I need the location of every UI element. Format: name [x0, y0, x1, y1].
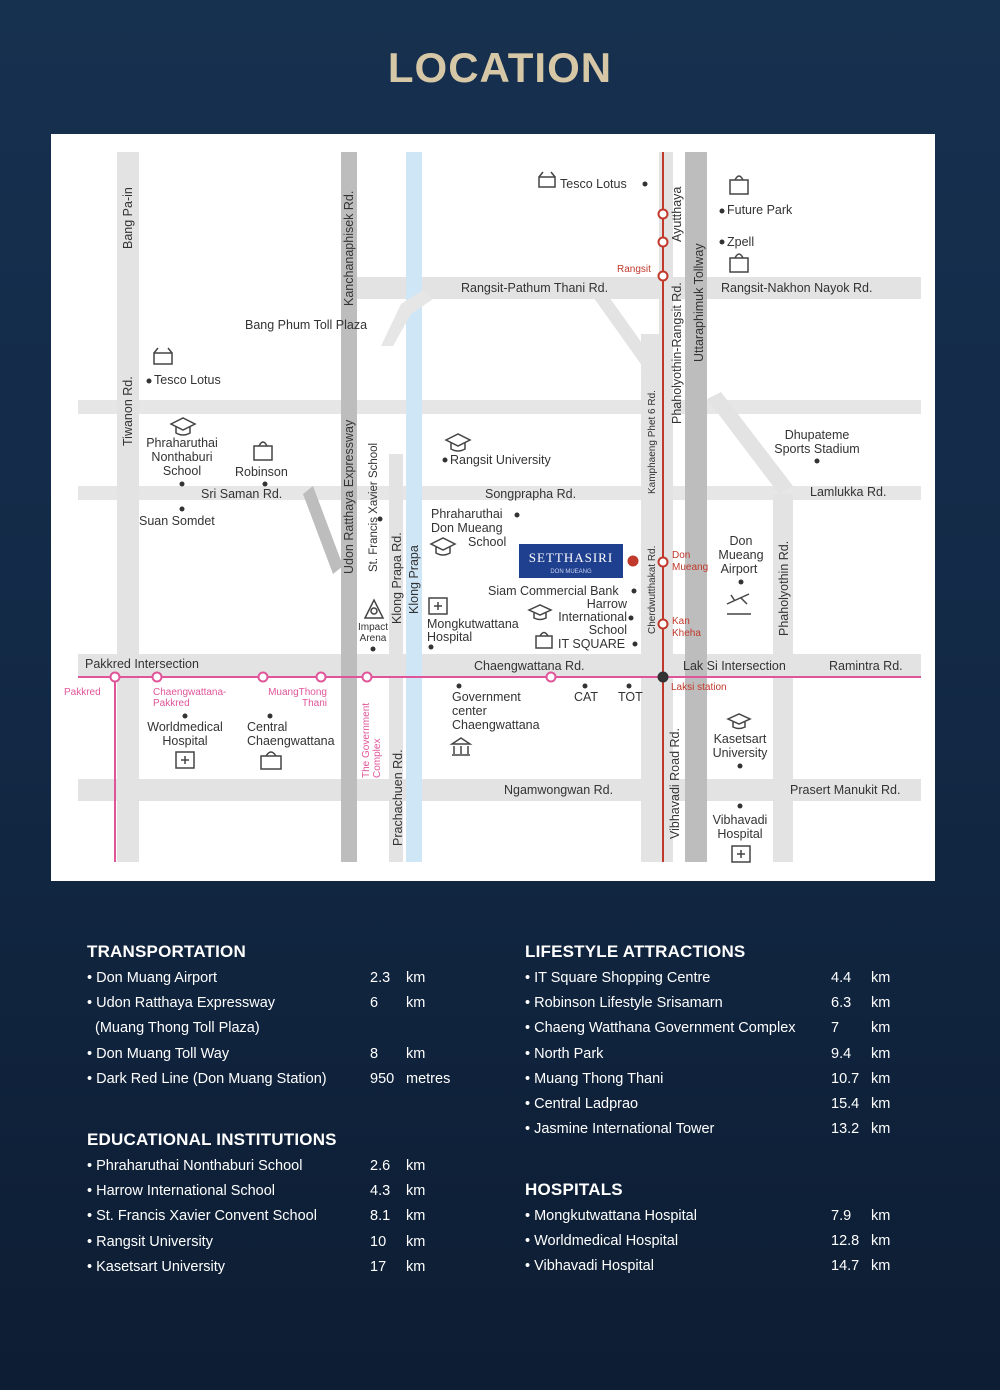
place-label-tesco-left: Tesco Lotus: [154, 373, 221, 387]
poi-dot: [632, 589, 637, 594]
poi-dot: [633, 642, 638, 647]
place-label-mongkutwattana: Mongkutwattana Hospital: [427, 617, 519, 644]
lifestyle-item: [525, 1117, 925, 1142]
item-name: • Chaeng Watthana Government Complex: [525, 1020, 796, 1037]
poi-dot: [268, 714, 273, 719]
road-label-chaengwattana: Chaengwattana Rd.: [474, 659, 585, 673]
location-map: [51, 134, 935, 881]
bang-phum-road: [78, 400, 921, 414]
item-unit: km: [406, 970, 426, 986]
station-dot: [659, 558, 668, 567]
road-label-tiwanon: Tiwanon Rd.: [121, 376, 135, 446]
station-dot: [659, 272, 668, 281]
lifestyle-list: [525, 966, 925, 1142]
hospital-icon: [176, 752, 194, 768]
poi-dot: [738, 764, 743, 769]
item-unit: km: [871, 1121, 891, 1138]
item-distance: 6.3: [831, 995, 852, 1012]
road-label-lak-si-intersection: Lak Si Intersection: [683, 659, 786, 673]
place-label-harrow: Harrow International School: [558, 597, 627, 637]
road-label-songprapha: Songprapha Rd.: [485, 487, 577, 501]
poi-dot: [643, 182, 648, 187]
item-unit: km: [871, 1020, 891, 1037]
transportation-section: [87, 942, 477, 1092]
poi-dot: [583, 684, 588, 689]
road-label-phaholyothin: Phaholyothin Rd.: [777, 540, 791, 636]
station-dot: [659, 620, 668, 629]
item-unit: km: [871, 1233, 891, 1250]
hospital-icon: [429, 598, 447, 614]
item-distance: 15.4: [831, 1095, 860, 1112]
road-label-bang-pa-in: Bang Pa-in: [121, 187, 135, 249]
item-distance: 9.4: [831, 1045, 852, 1062]
transportation-item: [87, 1042, 477, 1067]
road-label-vibhavadi: Vibhavadi Road Rd.: [668, 728, 682, 839]
education-item: [87, 1154, 477, 1179]
item-distance: 950: [370, 1070, 395, 1087]
airplane-icon: [727, 594, 751, 614]
place-label-rangsit-university: Rangsit University: [450, 453, 551, 467]
item-distance: 10.7: [831, 1070, 860, 1087]
hospitals-title: HOSPITALS: [525, 1180, 623, 1199]
road-label-kamphaeng-phet: Kamphaeng Phet 6 Rd.: [647, 390, 658, 494]
item-name: • Jasmine International Tower: [525, 1121, 715, 1138]
poi-dot: [739, 580, 744, 585]
school-icon: [529, 605, 551, 620]
poi-dot: [263, 482, 268, 487]
road-label-ramintra: Ramintra Rd.: [829, 659, 903, 673]
station-label-chaengwattana-pakkred: Chaengwattana-Pakkred: [153, 687, 227, 709]
hospitals-item: [525, 1254, 925, 1279]
mall-icon: [261, 752, 281, 769]
item-distance: 7: [831, 1020, 840, 1037]
item-distance: 14.7: [831, 1258, 860, 1275]
station-label-laksi: Laksi station: [671, 682, 727, 693]
item-name: • Kasetsart University: [87, 1258, 226, 1275]
shopping-basket-icon: [154, 348, 172, 364]
road-label-rangsit-pathum: Rangsit-Pathum Thani Rd.: [461, 281, 609, 295]
transportation-list: [87, 966, 477, 1092]
lifestyle-item: [525, 966, 925, 991]
item-distance: 13.2: [831, 1121, 860, 1138]
item-unit: km: [406, 1158, 426, 1174]
item-distance: 12.8: [831, 1233, 860, 1250]
item-distance: 2.3: [370, 970, 391, 986]
poi-dot: [443, 458, 448, 463]
place-label-tot: TOT: [618, 690, 643, 704]
item-unit: metres: [406, 1070, 451, 1087]
station-dot: [547, 673, 556, 682]
item-distance: 4.3: [370, 1183, 391, 1200]
item-unit: km: [871, 1045, 891, 1062]
road-label-prachachuen: Prachachuen Rd.: [391, 749, 405, 846]
poi-dot: [629, 616, 634, 621]
item-distance: 8.1: [370, 1208, 391, 1225]
item-distance: 17: [370, 1258, 387, 1275]
item-name: (Muang Thong Toll Plaza): [95, 1020, 260, 1037]
item-unit: km: [406, 1258, 426, 1275]
item-name: • St. Francis Xavier Convent School: [87, 1208, 317, 1225]
item-unit: km: [406, 1233, 426, 1250]
place-label-it-square: IT SQUARE: [558, 637, 626, 651]
mall-icon: [536, 633, 552, 649]
road-label-sri-saman: Sri Saman Rd.: [201, 487, 283, 501]
place-label-future-park: Future Park: [727, 203, 793, 217]
place-label-government-center: Government center Chaengwattana: [452, 690, 540, 732]
mall-icon: [730, 254, 748, 272]
road-label-pakkred-intersection: Pakkred Intersection: [85, 657, 199, 671]
road-label-prasert-manukit: Prasert Manukit Rd.: [790, 783, 901, 797]
map-canvas: [51, 134, 935, 881]
road-label-bang-phum-toll: Bang Phum Toll Plaza: [245, 318, 368, 332]
education-item: [87, 1179, 477, 1204]
item-name: • Rangsit University: [87, 1233, 213, 1250]
poi-dot: [720, 240, 725, 245]
station-dot: [659, 210, 668, 219]
transportation-item: [87, 1067, 477, 1092]
item-unit: km: [406, 995, 426, 1012]
station-label-don-mueang: Don Mueang: [672, 550, 709, 573]
item-unit: km: [406, 1183, 426, 1200]
item-name: • Harrow International School: [87, 1183, 276, 1200]
hospital-icon: [732, 846, 750, 862]
education-section: [87, 1130, 477, 1280]
station-dot: [363, 673, 372, 682]
item-name: • Muang Thong Thani: [525, 1070, 664, 1087]
item-unit: km: [406, 1208, 426, 1225]
item-distance: 6: [370, 995, 379, 1012]
station-label-government-complex: The GovernmentComplex: [361, 702, 383, 778]
place-label-suan-somdet: Suan Somdet: [139, 514, 215, 528]
lifestyle-item: [525, 1016, 925, 1041]
transportation-title: TRANSPORTATION: [87, 942, 246, 961]
road-label-klong-prapa: Klong Prapa: [407, 545, 421, 614]
hospitals-item: [525, 1204, 925, 1229]
education-item: [87, 1255, 477, 1280]
station-label-rangsit: Rangsit: [617, 264, 651, 275]
poi-dot: [180, 507, 185, 512]
poi-dot: [627, 684, 632, 689]
poi-dot: [720, 209, 725, 214]
hospitals-list: [525, 1204, 925, 1280]
item-distance: 10: [370, 1233, 387, 1250]
place-label-worldmedical: Worldmedical Hospital: [147, 720, 223, 748]
transportation-item: [87, 966, 477, 991]
setthasiri-location-dot: [628, 556, 639, 567]
item-distance: 8: [370, 1045, 379, 1062]
road-label-uttaraphimuk: Uttaraphimuk Tollway: [692, 243, 706, 362]
item-name: • IT Square Shopping Centre: [525, 970, 711, 986]
item-distance: 7.9: [831, 1208, 852, 1224]
item-unit: km: [406, 1045, 426, 1062]
arena-icon: [365, 600, 383, 618]
item-unit: km: [871, 1095, 891, 1112]
poi-dot: [371, 647, 376, 652]
education-list: [87, 1154, 477, 1280]
bang-pa-in-road: [117, 152, 139, 862]
item-name: • Phraharuthai Nonthaburi School: [87, 1158, 303, 1174]
station-dot: [317, 673, 326, 682]
item-name: • Central Ladprao: [525, 1095, 639, 1112]
item-unit: km: [871, 1208, 891, 1224]
poi-dot: [429, 645, 434, 650]
school-icon: [446, 434, 470, 451]
road-label-rangsit-nakhon: Rangsit-Nakhon Nayok Rd.: [721, 281, 873, 295]
item-name: • Udon Ratthaya Expressway: [87, 995, 276, 1012]
poi-dot: [815, 459, 820, 464]
lifestyle-item: [525, 1092, 925, 1117]
item-name: • Dark Red Line (Don Muang Station): [87, 1070, 327, 1087]
place-label-phraharuthai-donmueang: Phraharuthai Don Mueang School: [431, 507, 507, 549]
road-label-cherdwutthakat: Cherdwutthakat Rd.: [647, 545, 658, 634]
poi-dot: [738, 804, 743, 809]
poi-dot: [147, 379, 152, 384]
school-icon: [728, 714, 750, 729]
item-unit: km: [871, 1070, 891, 1087]
road-label-ayutthaya: Ayutthaya: [670, 186, 684, 242]
place-label-robinson: Robinson: [235, 465, 288, 479]
place-label-phraharuthai-nonthaburi: Phraharuthai Nonthaburi School: [146, 436, 218, 478]
education-item: [87, 1204, 477, 1229]
road-label-lamlukka: Lamlukka Rd.: [810, 485, 887, 499]
education-title: EDUCATIONAL INSTITUTIONS: [87, 1130, 337, 1149]
lifestyle-title: LIFESTYLE ATTRACTIONS: [525, 942, 746, 961]
transportation-item: [87, 991, 477, 1016]
mall-icon: [254, 442, 272, 460]
item-name: • Mongkutwattana Hospital: [525, 1208, 697, 1224]
poi-dot: [180, 482, 185, 487]
lifestyle-section: [525, 942, 925, 1142]
item-unit: km: [871, 995, 891, 1012]
poi-dot: [183, 714, 188, 719]
setthasiri-sublabel: DON MUEANG: [550, 569, 592, 575]
station-dot: [658, 672, 668, 682]
school-icon: [171, 418, 195, 435]
station-label-kan-kheha: Kan Kheha: [672, 616, 701, 639]
lifestyle-item: [525, 1042, 925, 1067]
hospitals-item: [525, 1229, 925, 1254]
page-title: LOCATION: [387, 44, 613, 91]
education-item: [87, 1230, 477, 1255]
place-label-scb: Siam Commercial Bank: [488, 584, 619, 598]
item-name: • Robinson Lifestyle Srisamarn: [525, 995, 723, 1012]
item-name: • North Park: [525, 1045, 604, 1062]
item-name: • Don Muang Airport: [87, 970, 218, 986]
road-label-ngamwongwan: Ngamwongwan Rd.: [504, 783, 614, 797]
transportation-item: [87, 1016, 477, 1041]
place-label-dhupateme: Dhupateme Sports Stadium: [774, 428, 860, 456]
station-dot: [659, 238, 668, 247]
place-label-tesco-top: Tesco Lotus: [560, 177, 627, 191]
poi-dot: [515, 513, 520, 518]
item-name: • Vibhavadi Hospital: [525, 1258, 654, 1275]
setthasiri-label: SETTHASIRI: [528, 550, 614, 565]
place-label-kasetsart: Kasetsart University: [712, 732, 768, 760]
road-label-st-francis: St. Francis Xavier School: [368, 442, 380, 572]
item-distance: 4.4: [831, 970, 852, 986]
school-icon: [431, 538, 455, 555]
place-label-impact: Impact Arena: [357, 622, 389, 644]
poi-dot: [457, 684, 462, 689]
place-label-don-mueang-airport: Don Mueang Airport: [718, 534, 764, 576]
station-dot: [111, 673, 120, 682]
station-label-pakkred: Pakkred: [64, 687, 101, 698]
item-unit: km: [871, 1258, 891, 1275]
klong-prapa-canal: [406, 152, 422, 862]
mall-icon: [730, 176, 748, 194]
road-label-phaholyothin-rangsit: Phaholyothin-Rangsit Rd.: [670, 282, 684, 424]
station-dot: [259, 673, 268, 682]
station-label-muangthong: MuangThong Thani: [268, 687, 327, 709]
item-distance: 2.6: [370, 1158, 391, 1174]
road-label-udon-expressway: Udon Ratthaya Expressway: [342, 419, 356, 574]
place-label-zpell: Zpell: [727, 235, 755, 249]
place-label-central-chaengwattana: Central Chaengwattana: [247, 720, 335, 748]
place-label-cat: CAT: [574, 690, 599, 704]
road-label-klong-prapa-rd: Klong Prapa Rd.: [390, 532, 404, 624]
station-dot: [153, 673, 162, 682]
hospitals-section: [525, 1180, 925, 1280]
lifestyle-item: [525, 1067, 925, 1092]
road-label-kanchanaphisek: Kanchanaphisek Rd.: [342, 190, 356, 306]
lifestyle-item: [525, 991, 925, 1016]
government-icon: [452, 738, 470, 755]
shopping-basket-icon: [539, 172, 555, 187]
item-name: • Worldmedical Hospital: [525, 1233, 679, 1250]
place-label-vibhavadi-hospital: Vibhavadi Hospital: [712, 813, 768, 841]
item-name: • Don Muang Toll Way: [87, 1045, 230, 1062]
item-unit: km: [871, 970, 891, 986]
